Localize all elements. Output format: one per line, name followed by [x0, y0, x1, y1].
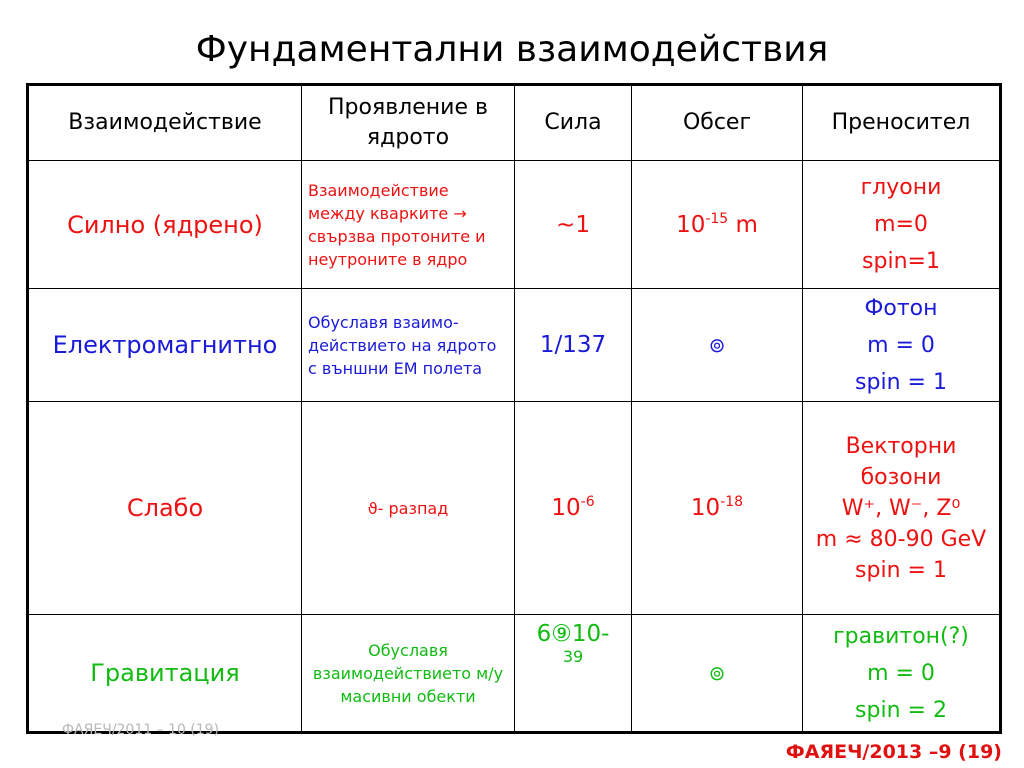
strength-line-1: 6⑨10- [536, 621, 610, 647]
strength-value: ~1 [515, 161, 632, 289]
watermark-text: ФАЯЕЧ/2011 – 10 (19) [62, 722, 220, 738]
strength-base: 10 [551, 495, 581, 521]
strength-exponent: -6 [580, 494, 595, 510]
strength-line-2: 39 [562, 647, 584, 666]
carrier-spin: spin = 1 [855, 369, 947, 395]
range-base: 10 [676, 211, 706, 238]
manifestation-text: Обуславя взаимодействието м/у масивни обекти [302, 615, 515, 733]
interaction-name: Силно (ядрено) [28, 161, 302, 289]
interaction-name: Гравитация [28, 615, 302, 733]
carrier-cell [803, 161, 1001, 289]
carrier-spin: spin=1 [862, 249, 940, 274]
strength-value [515, 615, 632, 733]
carrier-name: гравитон(?) [833, 623, 969, 649]
strength-value [515, 402, 632, 615]
carrier-mass: m=0 [874, 212, 928, 237]
header-manifestation: Проявление в ядрото [302, 85, 515, 161]
manifestation-text: Взаимодействие между кварките → свързва протоните и неутроните в ядро [302, 161, 515, 289]
table-row-gravity [28, 615, 1001, 733]
range-exponent: -18 [720, 494, 744, 510]
carrier-cell [803, 615, 1001, 733]
carrier-cell [803, 402, 1001, 615]
range-value [632, 161, 803, 289]
table-row-weak [28, 402, 1001, 615]
header-range: Обсег [632, 85, 803, 161]
manifestation-text: ϑ- разпад [302, 402, 515, 615]
carrier-name: Фотон [864, 295, 938, 321]
range-unit: m [728, 211, 758, 238]
header-interaction: Взаимодействие [28, 85, 302, 161]
carrier-cell [803, 289, 1001, 402]
range-value: ⊚ [632, 615, 803, 733]
carrier-particles: W⁺, W⁻, Z⁰ [841, 495, 961, 521]
carrier-mass: m = 0 [867, 660, 935, 686]
page-title: Фундаментални взаимодействия [195, 29, 829, 70]
manifestation-text: Обуславя взаимо-действието на ядрото с външни ЕМ полета [302, 289, 515, 402]
carrier-name: Векторни бозони [845, 433, 957, 490]
footer-label: ФАЯЕЧ/2013 –9 (19) [785, 741, 1002, 763]
table-row-strong [28, 161, 1001, 289]
carrier-spin: spin = 1 [855, 557, 947, 583]
interactions-table [26, 83, 1002, 734]
strength-value: 1/137 [515, 289, 632, 402]
range-base: 10 [690, 495, 721, 521]
table-header-row [28, 85, 1001, 161]
carrier-mass: m ≈ 80-90 GeV [815, 526, 987, 552]
range-value [632, 402, 803, 615]
table-row-electromagnetic [28, 289, 1001, 402]
interaction-name: Електромагнитно [28, 289, 302, 402]
interaction-name: Слабо [28, 402, 302, 615]
carrier-spin: spin = 2 [855, 697, 947, 723]
carrier-mass: m = 0 [867, 332, 935, 358]
range-exponent: -15 [705, 210, 729, 227]
header-strength: Сила [515, 85, 632, 161]
range-value: ⊚ [632, 289, 803, 402]
header-carrier: Преносител [803, 85, 1001, 161]
carrier-name: глуони [860, 175, 942, 200]
